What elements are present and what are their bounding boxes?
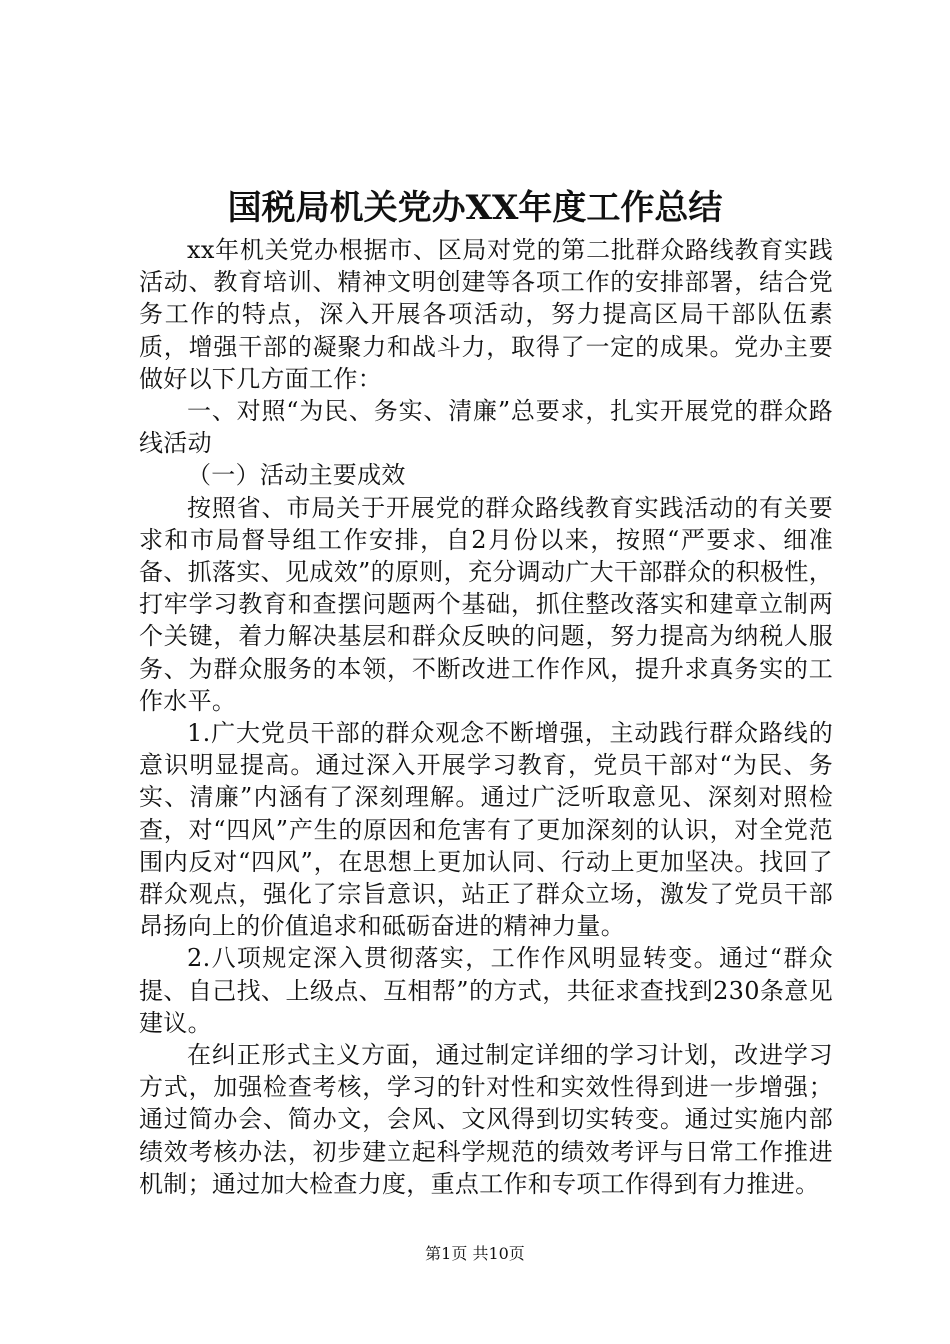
subsection-heading-1: （一）活动主要成效 <box>187 461 406 490</box>
section-heading-1: 一、对照“为民、务实、清廉”总要求，扎实开展党的群众路线活动 <box>139 397 833 458</box>
body-paragraph: 在纠正形式主义方面，通过制定详细的学习计划，改进学习方式，加强检查考核，学习的针对性和实效性得到进一步增强；通过简办会、简办文，会风、文风得到切实转变。通过实施内部绩效考核办法，初步建立起科学规范的绩效考评与日常工作推进机制；通过加大检查力度，重点工作和专项工作得到有力推进。 <box>139 1041 833 1198</box>
intro-paragraph: xx年机关党办根据市、区局对党的第二批群众路线教育实践活动、教育培训、精神文明创建等各项工作的安排部署，结合党务工作的特点，深入开展各项活动，努力提高区局干部队伍素质，增强干部的凝聚力和战斗力，取得了一定的成果。党办主要做好以下几方面工作： <box>139 236 833 393</box>
numbered-paragraph-2: 2.八项规定深入贯彻落实，工作作风明显转变。通过“群众提、自己找、上级点、互相帮”的方式，共征求查找到230条意见建议。 <box>139 944 833 1037</box>
body-paragraph: 按照省、市局关于开展党的群众路线教育实践活动的有关要求和市局督导组工作安排，自2月份以来，按照“严要求、细准备、抓落实、见成效”的原则，充分调动广大干部群众的积极性，打牢学习教育和查摆问题两个基础，抓住整改落实和建章立制两个关键，着力解决基层和群众反映的问题，努力提高为纳税人服务、为群众服务的本领，不断改进工作作风，提升求真务实的工作水平。 <box>139 493 833 715</box>
page-number-footer: 第1页 共10页 <box>425 1244 525 1263</box>
document-title: 国税局机关党办XX年度工作总结 <box>227 188 723 228</box>
document-body <box>139 234 833 1200</box>
numbered-paragraph-1: 1.广大党员干部的群众观念不断增强，主动践行群众路线的意识明显提高。通过深入开展学习教育，党员干部对“为民、务实、清廉”内涵有了深刻理解。通过广泛听取意见、深刻对照检查，对“四风”产生的原因和危害有了更加深刻的认识，对全党范围内反对“四风”，在思想上更加认同、行动上更加坚决。找回了群众观点，强化了宗旨意识，站正了群众立场，激发了党员干部昂扬向上的价值追求和砥砺奋进的精神力量。 <box>139 719 833 941</box>
